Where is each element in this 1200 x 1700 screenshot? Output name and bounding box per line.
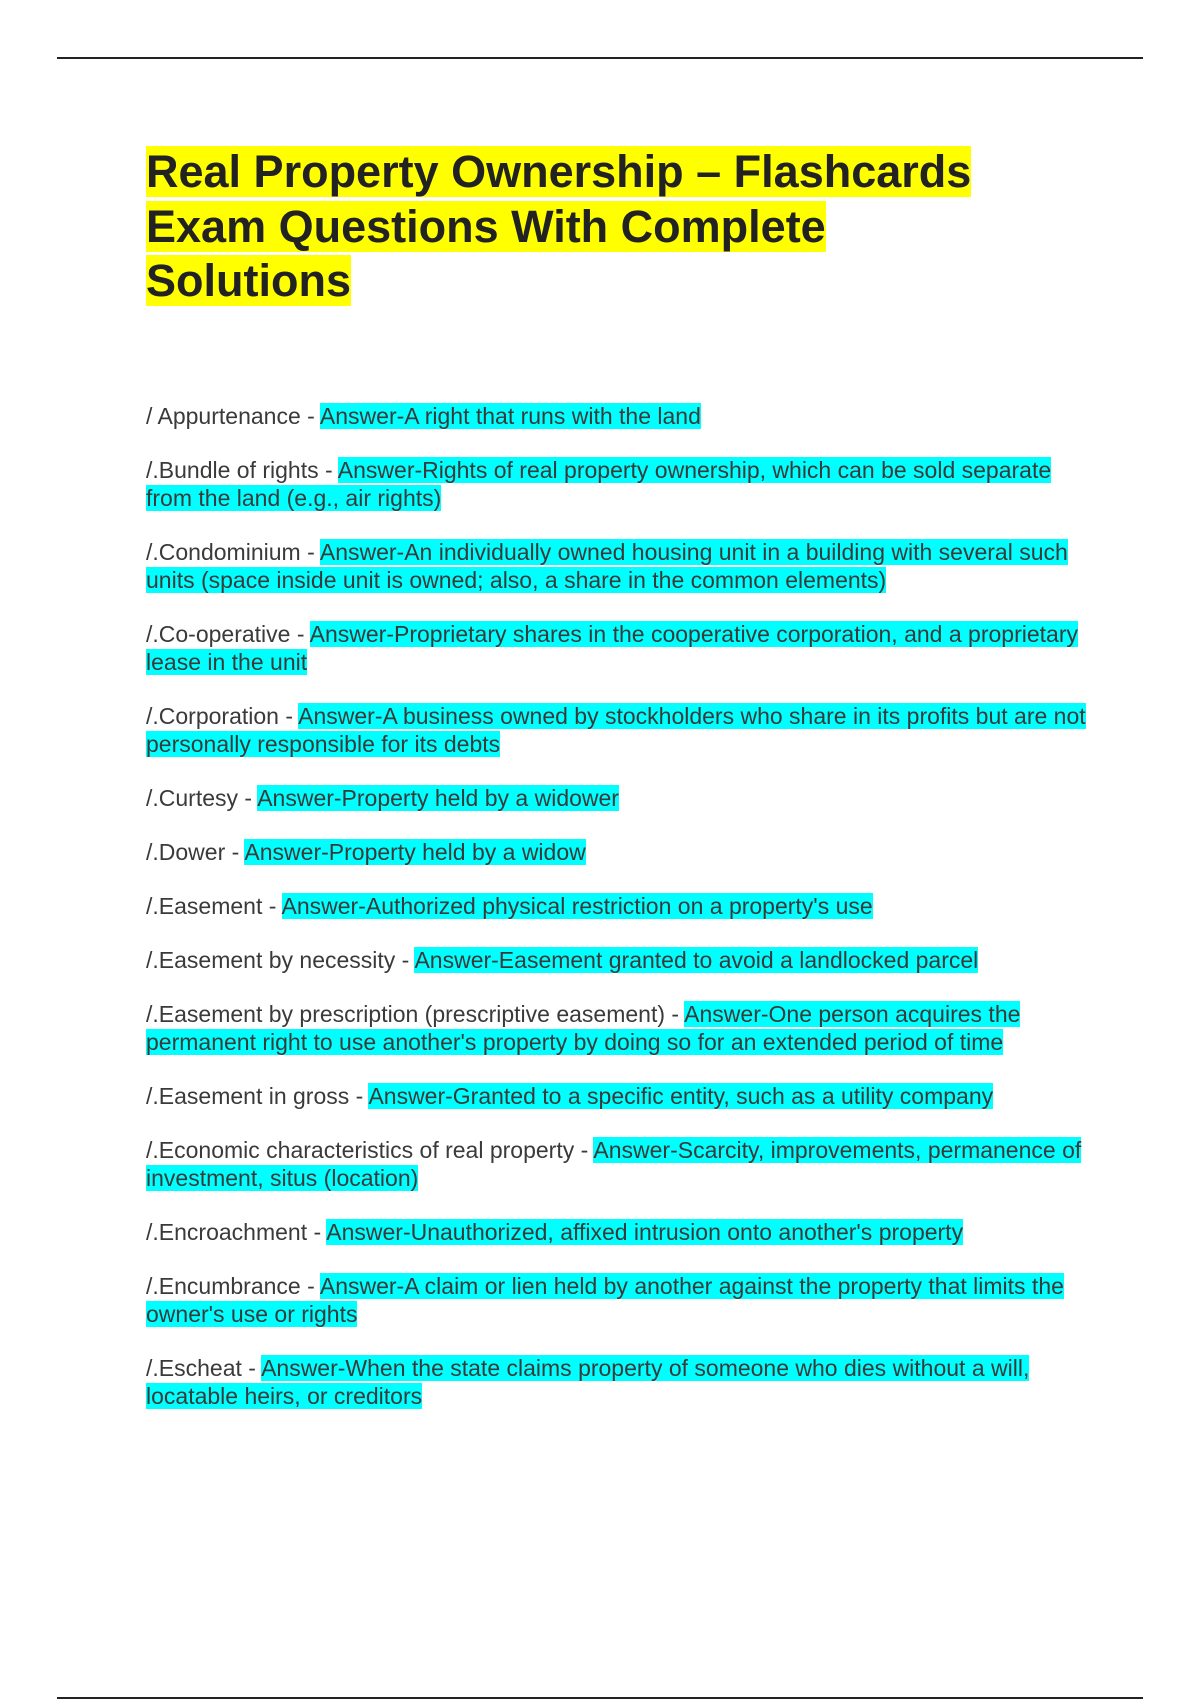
flashcard-item (146, 702, 1086, 758)
flashcard-term: /.Bundle of rights - (146, 456, 338, 483)
flashcard-answer: Answer-Easement granted to avoid a landlocked parcel (414, 946, 979, 973)
flashcard-item (146, 1218, 1086, 1246)
flashcard-answer: Answer-A business owned by stockholders who share in its profits but are not personally responsible for its debts (146, 702, 1086, 757)
flashcard-item (146, 892, 1086, 920)
flashcard-item (146, 1272, 1086, 1328)
flashcard-answer: Answer-Proprietary shares in the cooperative corporation, and a proprietary lease in the unit (146, 620, 1078, 675)
flashcard-item (146, 538, 1086, 594)
flashcard-answer: Answer-A right that runs with the land (319, 402, 701, 429)
flashcard-answer: Answer-Property held by a widower (257, 784, 619, 811)
flashcard-term: /.Economic characteristics of real property - (146, 1136, 594, 1163)
flashcard-item (146, 946, 1086, 974)
flashcard-answer: Answer-Rights of real property ownership, which can be sold separate from the land (e.g., air rights) (146, 456, 1052, 511)
flashcard-term: /.Encroachment - (146, 1218, 327, 1245)
flashcard-term: /.Encumbrance - (146, 1272, 320, 1299)
flashcard-term: /.Easement in gross - (146, 1082, 369, 1109)
flashcard-answer: Answer-Scarcity, improvements, permanence of investment, situs (location) (146, 1136, 1082, 1191)
flashcard-term: /.Corporation - (146, 702, 299, 729)
flashcard-term: /.Curtesy - (146, 784, 258, 811)
top-rule (57, 57, 1143, 59)
flashcard-item (146, 838, 1086, 866)
flashcard-term: /.Escheat - (146, 1354, 262, 1381)
page-title (146, 145, 1086, 309)
flashcard-item (146, 1000, 1086, 1056)
flashcard-item (146, 1354, 1086, 1410)
flashcard-answer: Answer-Authorized physical restriction on a property's use (281, 892, 873, 919)
flashcard-answer: Answer-A claim or lien held by another against the property that limits the owner's use or rights (146, 1272, 1064, 1327)
flashcard-answer: Answer-Unauthorized, affixed intrusion onto another's property (326, 1218, 964, 1245)
flashcard-term: /.Easement - (146, 892, 282, 919)
title-line: Exam Questions With Complete (146, 200, 826, 252)
flashcard-item (146, 456, 1086, 512)
flashcard-answer: Answer-Property held by a widow (244, 838, 586, 865)
flashcard-item (146, 784, 1086, 812)
flashcard-item (146, 620, 1086, 676)
flashcard-term: /.Easement by necessity - (146, 946, 415, 973)
flashcard-term: /.Co-operative - (146, 620, 310, 647)
flashcard-answer: Answer-One person acquires the permanent right to use another's property by doing so for an extended period of time (146, 1000, 1021, 1055)
flashcard-answer: Answer-Granted to a specific entity, such as a utility company (368, 1082, 994, 1109)
flashcard-term: /.Easement by prescription (prescriptive easement) - (146, 1000, 685, 1027)
flashcard-answer: Answer-An individually owned housing unit in a building with several such units (space inside unit is owned; also, a share in the common elements) (146, 538, 1068, 593)
bottom-rule (57, 1697, 1143, 1699)
flashcard-item (146, 1136, 1086, 1192)
title-line: Real Property Ownership – Flashcards (146, 146, 972, 197)
flashcard-term: /.Dower - (146, 838, 245, 865)
flashcard-term: /.Condominium - (146, 538, 320, 565)
flashcard-item (146, 1082, 1086, 1110)
flashcard-list (146, 402, 1086, 1410)
flashcard-item (146, 402, 1086, 430)
title-line: Solutions (146, 255, 351, 306)
document-body (146, 145, 1086, 1436)
flashcard-answer: Answer-When the state claims property of someone who dies without a will, locatable heirs, or creditors (146, 1354, 1030, 1409)
flashcard-term: / Appurtenance - (146, 402, 320, 429)
